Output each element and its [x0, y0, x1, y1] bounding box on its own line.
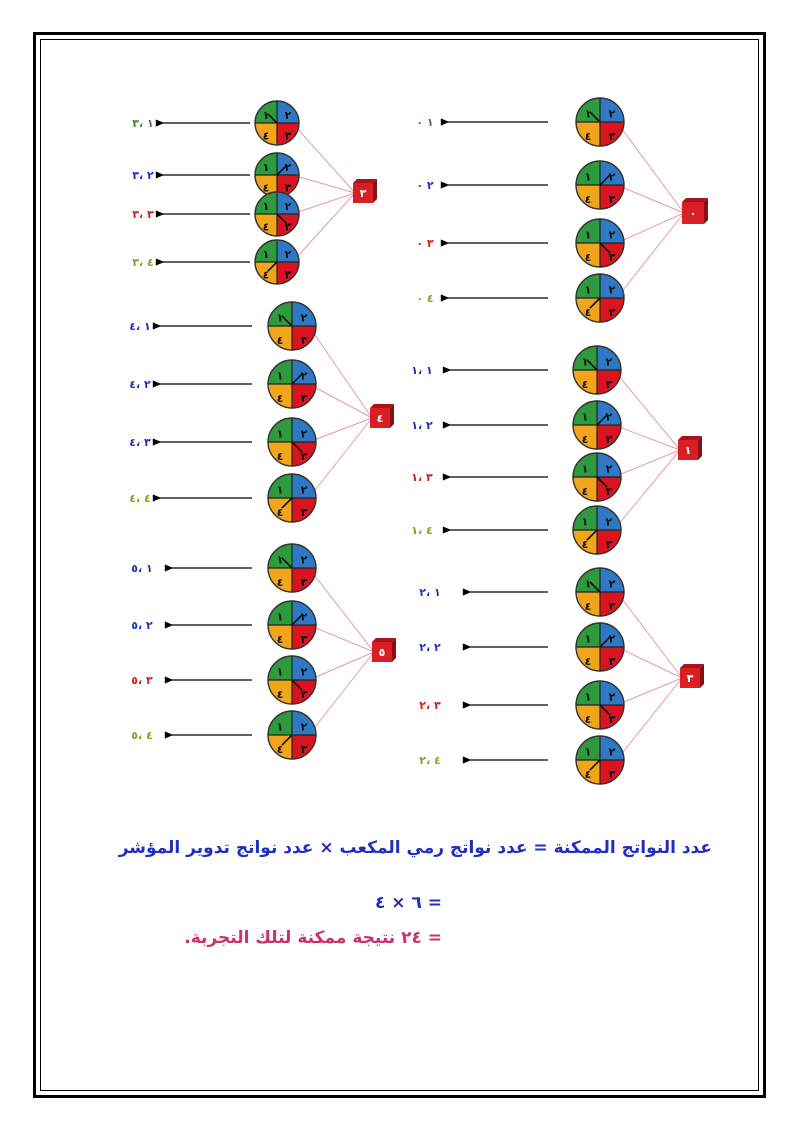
quadrant-1-label: ١ [262, 160, 270, 174]
quadrant-2-label: ٢ [300, 483, 308, 497]
spinner [576, 568, 624, 616]
quadrant-4-label: ٤ [276, 632, 284, 646]
outcome-label: ٣ ٠ [416, 237, 434, 250]
quadrant-2-label: ٢ [608, 632, 616, 646]
quadrant-3-label: ٣ [608, 192, 616, 206]
quadrant-4-label: ٤ [276, 505, 284, 519]
quadrant-4-label: ٤ [584, 305, 592, 319]
quadrant-2-label: ٢ [608, 690, 616, 704]
quadrant-3-label: ٣ [608, 712, 616, 726]
spinner [255, 192, 299, 236]
quadrant-2-label: ٢ [300, 427, 308, 441]
quadrant-1-label: ١ [584, 228, 592, 242]
quadrant-2-label: ٢ [300, 665, 308, 679]
spinner [576, 161, 624, 209]
quadrant-4-label: ٤ [584, 129, 592, 143]
outcome-label: ٢ ،٣ [132, 169, 154, 182]
quadrant-1-label: ١ [584, 632, 592, 646]
spinner [268, 360, 316, 408]
spinner [268, 474, 316, 522]
quadrant-3-label: ٣ [608, 599, 616, 613]
outcome-label: ١ ٠ [416, 116, 434, 129]
die-value: ٣ [686, 672, 694, 685]
quadrant-1-label: ١ [581, 462, 589, 476]
outcome-label: ٤ ٠ [416, 292, 434, 305]
spinner [255, 240, 299, 284]
quadrant-1-label: ١ [584, 690, 592, 704]
equation-line-1: عدد النواتج الممكنة = عدد نواتج رمي المكعب × عدد نواتج تدوير المؤشر [118, 838, 712, 858]
spinner [576, 623, 624, 671]
spinner [268, 418, 316, 466]
branch-line [617, 213, 684, 298]
quadrant-3-label: ٣ [608, 129, 616, 143]
quadrant-2-label: ٢ [284, 199, 292, 213]
quadrant-1-label: ١ [581, 515, 589, 529]
quadrant-2-label: ٢ [608, 577, 616, 591]
die-cube [678, 436, 702, 460]
spinner [576, 736, 624, 784]
quadrant-3-label: ٣ [605, 537, 613, 551]
spinner [576, 681, 624, 729]
outcome-label: ٣ ،٤ [129, 436, 151, 449]
tree-group [132, 101, 377, 284]
spinner [576, 98, 624, 146]
branch-line [309, 384, 372, 418]
die-value: ٥ [378, 646, 386, 659]
quadrant-4-label: ٤ [276, 391, 284, 405]
quadrant-2-label: ٢ [605, 410, 613, 424]
quadrant-1-label: ١ [276, 483, 284, 497]
quadrant-3-label: ٣ [608, 654, 616, 668]
quadrant-1-label: ١ [584, 107, 592, 121]
quadrant-2-label: ٢ [300, 369, 308, 383]
quadrant-2-label: ٢ [608, 107, 616, 121]
quadrant-3-label: ٣ [300, 449, 308, 463]
quadrant-1-label: ١ [276, 610, 284, 624]
quadrant-3-label: ٣ [284, 268, 292, 282]
die-cube [353, 179, 377, 203]
tree-group [419, 568, 704, 784]
spinner [268, 601, 316, 649]
die-cube [372, 638, 396, 662]
quadrant-2-label: ٢ [300, 553, 308, 567]
quadrant-3-label: ٣ [284, 129, 292, 143]
branch-line [617, 213, 684, 243]
quadrant-1-label: ١ [276, 665, 284, 679]
branch-line [309, 625, 374, 652]
die-value: ٣ [359, 187, 367, 200]
outcome-label: ١ ،٢ [419, 586, 441, 599]
quadrant-2-label: ٢ [608, 745, 616, 759]
quadrant-2-label: ٢ [608, 283, 616, 297]
quadrant-3-label: ٣ [300, 632, 308, 646]
quadrant-3-label: ٣ [284, 181, 292, 195]
die-value: ١ [684, 444, 692, 457]
branch-line [614, 450, 680, 530]
branch-line [309, 652, 374, 735]
branch-line [309, 326, 372, 418]
branch-line [309, 652, 374, 680]
outcome-label: ٤ ،٥ [131, 729, 153, 742]
quadrant-4-label: ٤ [581, 484, 589, 498]
die-cube [370, 404, 394, 428]
quadrant-1-label: ١ [262, 108, 270, 122]
quadrant-1-label: ١ [584, 577, 592, 591]
branch-line [292, 123, 355, 193]
tree-group [129, 302, 394, 522]
quadrant-3-label: ٣ [300, 391, 308, 405]
quadrant-4-label: ٤ [262, 220, 270, 234]
quadrant-4-label: ٤ [581, 432, 589, 446]
quadrant-2-label: ٢ [300, 720, 308, 734]
outcome-label: ١ ،٤ [129, 320, 151, 333]
spinner [573, 401, 621, 449]
branch-line [617, 647, 682, 678]
quadrant-4-label: ٤ [584, 192, 592, 206]
outcome-label: ٤ ،٣ [132, 256, 154, 269]
quadrant-3-label: ٣ [608, 767, 616, 781]
quadrant-1-label: ١ [581, 410, 589, 424]
quadrant-1-label: ١ [584, 170, 592, 184]
quadrant-3-label: ٣ [605, 377, 613, 391]
quadrant-3-label: ٣ [300, 742, 308, 756]
quadrant-4-label: ٤ [584, 250, 592, 264]
die-cube [682, 198, 708, 224]
spinner [255, 101, 299, 145]
quadrant-2-label: ٢ [284, 108, 292, 122]
branch-line [617, 678, 682, 760]
outcome-label: ٤ ،١ [411, 524, 433, 537]
quadrant-3-label: ٣ [608, 305, 616, 319]
quadrant-3-label: ٣ [300, 333, 308, 347]
quadrant-4-label: ٤ [584, 712, 592, 726]
die-value: ٤ [376, 412, 384, 425]
quadrant-4-label: ٤ [262, 268, 270, 282]
tree-group [416, 98, 708, 322]
quadrant-2-label: ٢ [608, 170, 616, 184]
quadrant-1-label: ١ [262, 199, 270, 213]
quadrant-1-label: ١ [584, 745, 592, 759]
quadrant-1-label: ١ [584, 283, 592, 297]
outcome-label: ٤ ،٢ [419, 754, 441, 767]
quadrant-4-label: ٤ [276, 575, 284, 589]
spinner [268, 544, 316, 592]
quadrant-2-label: ٢ [605, 515, 613, 529]
quadrant-3-label: ٣ [300, 575, 308, 589]
quadrant-4-label: ٤ [276, 742, 284, 756]
outcome-label: ٣ ،٢ [419, 699, 441, 712]
quadrant-2-label: ٢ [605, 355, 613, 369]
quadrant-1-label: ١ [262, 247, 270, 261]
quadrant-4-label: ٤ [262, 129, 270, 143]
quadrant-1-label: ١ [581, 355, 589, 369]
quadrant-2-label: ٢ [284, 160, 292, 174]
outcome-label: ١ ،٥ [131, 562, 153, 575]
outcome-label: ٤ ،٤ [129, 492, 151, 505]
spinner [573, 346, 621, 394]
branch-line [309, 568, 374, 652]
quadrant-4-label: ٤ [276, 687, 284, 701]
quadrant-1-label: ١ [276, 553, 284, 567]
spinner [255, 153, 299, 197]
quadrant-1-label: ١ [276, 720, 284, 734]
outcome-label: ٢ ،٤ [129, 378, 151, 391]
outcome-label: ٢ ،٥ [131, 619, 153, 632]
tree-group [131, 544, 396, 759]
die-value: ٠ [689, 207, 697, 220]
branch-line [292, 175, 355, 193]
quadrant-3-label: ٣ [284, 220, 292, 234]
quadrant-4-label: ٤ [584, 767, 592, 781]
quadrant-1-label: ١ [276, 427, 284, 441]
outcome-label: ٢ ،١ [411, 419, 433, 432]
quadrant-2-label: ٢ [284, 247, 292, 261]
outcome-label: ١ ،١ [411, 364, 433, 377]
quadrant-2-label: ٢ [300, 311, 308, 325]
outcome-label: ٢ ٠ [416, 179, 434, 192]
quadrant-4-label: ٤ [276, 333, 284, 347]
quadrant-2-label: ٢ [300, 610, 308, 624]
spinner [576, 219, 624, 267]
outcome-label: ٢ ،٢ [419, 641, 441, 654]
quadrant-4-label: ٤ [584, 599, 592, 613]
quadrant-4-label: ٤ [584, 654, 592, 668]
quadrant-2-label: ٢ [608, 228, 616, 242]
quadrant-4-label: ٤ [581, 537, 589, 551]
quadrant-4-label: ٤ [581, 377, 589, 391]
equation-line-3: = ٢٤ نتيجة ممكنة لتلك التجربة. [184, 928, 442, 948]
quadrant-4-label: ٤ [276, 449, 284, 463]
spinner [573, 453, 621, 501]
branch-line [617, 678, 682, 705]
quadrant-1-label: ١ [276, 311, 284, 325]
quadrant-3-label: ٣ [605, 432, 613, 446]
spinner [576, 274, 624, 322]
equation-line-2: = ٦ × ٤ [374, 893, 442, 913]
spinner [268, 711, 316, 759]
spinner [573, 506, 621, 554]
quadrant-4-label: ٤ [262, 181, 270, 195]
branch-line [614, 450, 680, 477]
die-cube [680, 664, 704, 688]
quadrant-3-label: ٣ [608, 250, 616, 264]
outcome-label: ٣ ،٥ [131, 674, 153, 687]
quadrant-3-label: ٣ [605, 484, 613, 498]
outcome-label: ١ ،٣ [132, 117, 154, 130]
quadrant-2-label: ٢ [605, 462, 613, 476]
spinner [268, 302, 316, 350]
quadrant-3-label: ٣ [300, 505, 308, 519]
outcome-label: ٣ ،١ [411, 471, 433, 484]
outcome-label: ٣ ،٣ [132, 208, 154, 221]
quadrant-1-label: ١ [276, 369, 284, 383]
tree-group [411, 346, 702, 554]
quadrant-3-label: ٣ [300, 687, 308, 701]
branch-line [617, 592, 682, 678]
spinner [268, 656, 316, 704]
